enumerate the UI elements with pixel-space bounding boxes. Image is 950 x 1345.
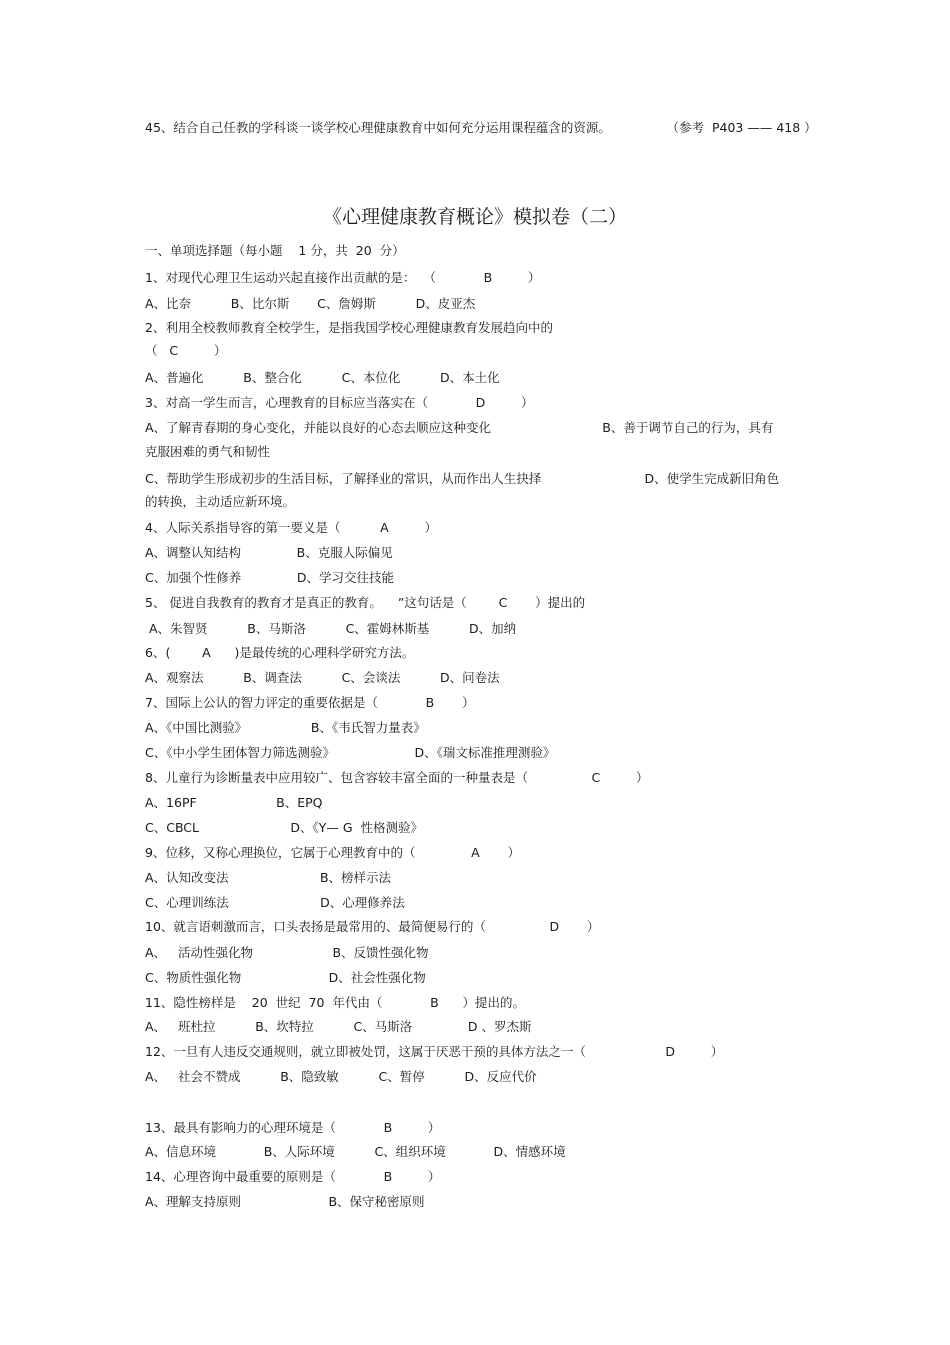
option-line: A、朱智贤 B、马斯洛 C、霍姆林斯基 D、加纳 <box>145 621 517 636</box>
option-line: A、了解青春期的身心变化，并能以良好的心态去顺应这种变化 B、善于调节自己的行为，具有 <box>145 420 774 435</box>
option-line: C、加强个性修养 D、学习交往技能 <box>145 570 394 585</box>
option-line: A、普遍化 B、整合化 C、本位化 D、本土化 <box>145 370 500 385</box>
question-line: 4、人际关系指导容的第一要义是（ A ） <box>145 520 437 535</box>
option-line: A、 班杜拉 B、坎特拉 C、马斯洛 D 、罗杰斯 <box>145 1019 532 1034</box>
question-line: 6、( A )是最传统的心理科学研究方法。 <box>145 645 415 660</box>
option-line: A、认知改变法 B、榜样示法 <box>145 870 392 885</box>
option-line: A、理解支持原则 B、保守秘密原则 <box>145 1194 425 1209</box>
question-line: 1、对现代心理卫生运动兴起直接作出贡献的是： （ B ） <box>145 270 541 285</box>
question-line: 14、心理咨询中最重要的原则是（ B ） <box>145 1169 441 1184</box>
option-line: A、16PF B、EPQ <box>145 795 323 810</box>
option-line: C、CBCL D、《Y— G 性格测验》 <box>145 820 424 835</box>
question-line: 11、隐性榜样是 20 世纪 70 年代由（ B ）提出的。 <box>145 995 526 1010</box>
question-line: 3、对高一学生而言，心理教育的目标应当落实在（ D ） <box>145 395 534 410</box>
option-line: C、帮助学生形成初步的生活目标，了解择业的常识，从而作出人生抉择 D、使学生完成新旧角色 <box>145 471 780 486</box>
option-line: A、调整认知结构 B、克服人际偏见 <box>145 545 393 560</box>
question-line: 7、国际上公认的智力评定的重要依据是（ B ） <box>145 695 475 710</box>
page-title: 《心理健康教育概论》模拟卷（二） <box>322 206 627 228</box>
option-line: A、 活动性强化物 B、反馈性强化物 <box>145 945 429 960</box>
option-line: A、观察法 B、调查法 C、会谈法 D、问卷法 <box>145 670 500 685</box>
question-line: 9、位移，又称心理换位，它属于心理教育中的（ A ） <box>145 845 520 860</box>
question-line: （ C ） <box>145 343 227 358</box>
question-line: 13、最具有影响力的心理环境是（ B ） <box>145 1120 441 1135</box>
question-line: 2、利用全校教师教育全校学生，是指我国学校心理健康教育发展趋向中的 <box>145 320 553 335</box>
option-line: A、比奈 B、比尔斯 C、詹姆斯 D、皮亚杰 <box>145 296 476 311</box>
question-line: 8、儿童行为诊断量表中应用较广、包含容较丰富全面的一种量表是（ C ） <box>145 770 649 785</box>
option-line: 的转换，主动适应新环境。 <box>145 494 296 509</box>
question-line: 10、就言语刺激而言，口头表扬是最常用的、最简便易行的（ D ） <box>145 919 600 934</box>
option-line: C、物质性强化物 D、社会性强化物 <box>145 970 426 985</box>
question-line: 5、 促进自我教育的教育才是真正的教育。 ”这句话是（ C ）提出的 <box>145 595 586 610</box>
option-line: C、《中小学生团体智力筛选测验》 D、《瑞文标准推理测验》 <box>145 745 556 760</box>
question-line: 12、一旦有人违反交通规则，就立即被处罚，这属于厌恶干预的具体方法之一（ D ） <box>145 1044 724 1059</box>
option-line: A、信息环境 B、人际环境 C、组织环境 D、情感环境 <box>145 1144 566 1159</box>
option-line: A、《中国比测验》 B、《韦氏智力量表》 <box>145 720 426 735</box>
option-line: 克服困难的勇气和韧性 <box>145 444 271 459</box>
option-line: A、 社会不赞成 B、隐致敏 C、暂停 D、反应代价 <box>145 1069 537 1084</box>
section-heading: 一、单项选择题（每小题 1 分，共 20 分） <box>145 243 405 258</box>
text-line: 45、结合自己任教的学科谈一谈学校心理健康教育中如何充分运用课程蕴含的资源。 （参考 P403 —— 418 ） <box>145 120 817 135</box>
option-line: C、心理训练法 D、心理修养法 <box>145 895 405 910</box>
